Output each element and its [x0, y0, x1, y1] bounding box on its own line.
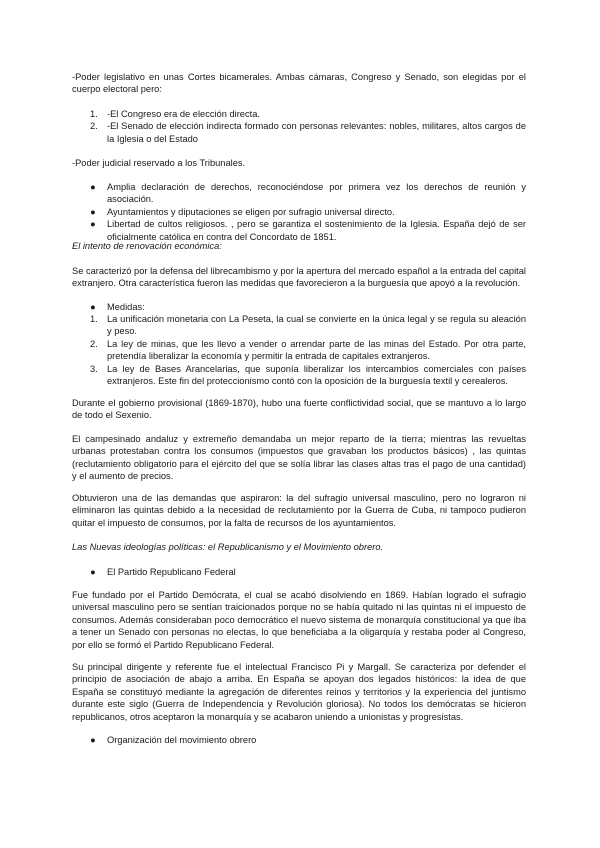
- bullet-icon: ●: [90, 567, 96, 577]
- list-partido: [90, 566, 526, 578]
- list-item-text: Libertad de cultos religiosos. , pero se garantiza el sostenimiento de la Iglesia. España dejó de ser oficialmente católica en contra del Concordato de 1851.: [107, 219, 526, 242]
- paragraph-poder-judicial: -Poder judicial reservado a los Tribunales.: [72, 158, 246, 168]
- list-number: 2.: [90, 121, 98, 132]
- list-item: [90, 301, 526, 313]
- list-number: 3.: [90, 363, 98, 374]
- list-medidas: [90, 313, 526, 387]
- list-item-text: La ley de Bases Arancelarias, que suponía liberalizar los intercambios comerciales con países extranjeros. Este fin del proteccionismo contó con la oposición de la burguesía textil y cerealeros.: [107, 363, 526, 387]
- paragraph-poder-legislativo: -Poder legislativo en unas Cortes bicamerales. Ambas cámaras, Congreso y Senado, son elegidas por el cuerpo electoral pero:: [72, 72, 526, 95]
- paragraph-librecambismo: Se caracterizó por la defensa del librecambismo y por la apertura del mercado español a la entrada del capital extranjero. Otra característica fueron las medidas que favorecieron a la burguesía que apoyó a la revolución.: [72, 266, 526, 289]
- list-item-text: La unificación monetaria con La Peseta, la cual se convierte en la única legal y se regula su aleación y peso.: [107, 314, 526, 337]
- bullet-icon: ●: [90, 182, 96, 192]
- list-item: [90, 338, 526, 363]
- paragraph-campesinado: El campesinado andaluz y extremeño demandaba un mejor reparto de la tierra; mientras las revueltas urbanas protestaban contra los consumos (impuestos que gravaban los productos básicos) , las quintas (reclutamiento obligatorio para el ejército del que se solía librar las clases altas tras el pago de una cantidad) y el aumento de precios.: [72, 434, 526, 482]
- bullet-icon: ●: [90, 219, 96, 230]
- list-derechos: [90, 181, 526, 243]
- heading-nuevas-ideologias: Las Nuevas ideologías políticas: el Republicanismo y el Movimiento obrero.: [72, 542, 384, 552]
- paragraph-sufragio: Obtuvieron una de las demandas que aspiraron: la del sufragio universal masculino, pero no lograron ni eliminaron las quintas debido a la necesidad de reclutamiento por la Guerra de Cuba, ni tampoco pudieron quitar el impuesto de consumos, por la falta de recursos de los ayuntamientos.: [72, 493, 526, 528]
- paragraph-gobierno-provisional: Durante el gobierno provisional (1869-1870), hubo una fuerte conflictividad social, que se mantuvo a lo largo de todo el Sexenio.: [72, 398, 526, 421]
- paragraph-pi-y-margall: Su principal dirigente y referente fue el intelectual Francisco Pi y Margall. Se caracteriza por defender el principio de asociación de abajo a arriba. En España se apoyan dos legados históricos: la idea de que España se constituyó mediante la agregación de diferentes reinos y territorios y la experiencia del juntismo durante este siglo (Guerra de Independencia y Revolución gloriosa). No todos los demócratas se hicieron republicanos, otros aceptaron la monarquía y se acabaron uniendo a unionistas y progresistas.: [72, 662, 526, 722]
- paragraph-partido-democrata: Fue fundado por el Partido Demócrata, el cual se acabó disolviendo en 1869. Habían logrado el sufragio universal masculino pero se sentían traicionados porque no se había quitado ni las quintas ni el impuesto de consumos. Además consideraban poco democrático el nuevo sistema de monarquía constitucional ya que iba a tener un Senado con personas no electas, lo que beneficiaba a la oligarquía y restaba poder al Congreso, por ello se formó el Partido Republicano Federal.: [72, 590, 526, 650]
- list-item-text: La ley de minas, que les llevo a vender o arrendar parte de las minas del Estado. Por otra parte, pretendía liberalizar la economía y permitir la entrada de capitales extranjeros.: [107, 338, 526, 362]
- list-item-text: Ayuntamientos y diputaciones se eligen por sufragio universal directo.: [107, 206, 395, 217]
- bullet-icon: ●: [90, 206, 96, 217]
- list-number: 1.: [90, 314, 98, 324]
- list-legislativo: [90, 108, 526, 145]
- list-item: [90, 566, 526, 578]
- list-item: [90, 181, 526, 206]
- list-item-text: Amplia declaración de derechos, reconociéndose por primera vez los derechos de reunión y asociación.: [107, 182, 526, 205]
- list-item: [90, 206, 526, 218]
- list-item-text: -El Congreso era de elección directa.: [107, 109, 260, 119]
- list-movimiento-obrero: [90, 734, 526, 746]
- list-item: [90, 120, 526, 145]
- list-item-text: El Partido Republicano Federal: [107, 567, 236, 577]
- list-medidas-header: [90, 301, 526, 313]
- list-item: [90, 363, 526, 388]
- list-item-text: Medidas:: [107, 302, 145, 312]
- list-item: [90, 108, 526, 120]
- list-item: [90, 313, 526, 338]
- heading-renovacion-economica: El intento de renovación económica:: [72, 241, 222, 251]
- list-number: 1.: [90, 109, 98, 119]
- list-item: [90, 734, 526, 746]
- bullet-icon: ●: [90, 735, 96, 745]
- list-number: 2.: [90, 338, 98, 349]
- list-item-text: -El Senado de elección indirecta formado con personas relevantes: nobles, militares, altos cargos de la Iglesia o del Estado: [107, 121, 526, 144]
- bullet-icon: ●: [90, 302, 96, 312]
- list-item-text: Organización del movimiento obrero: [107, 735, 257, 745]
